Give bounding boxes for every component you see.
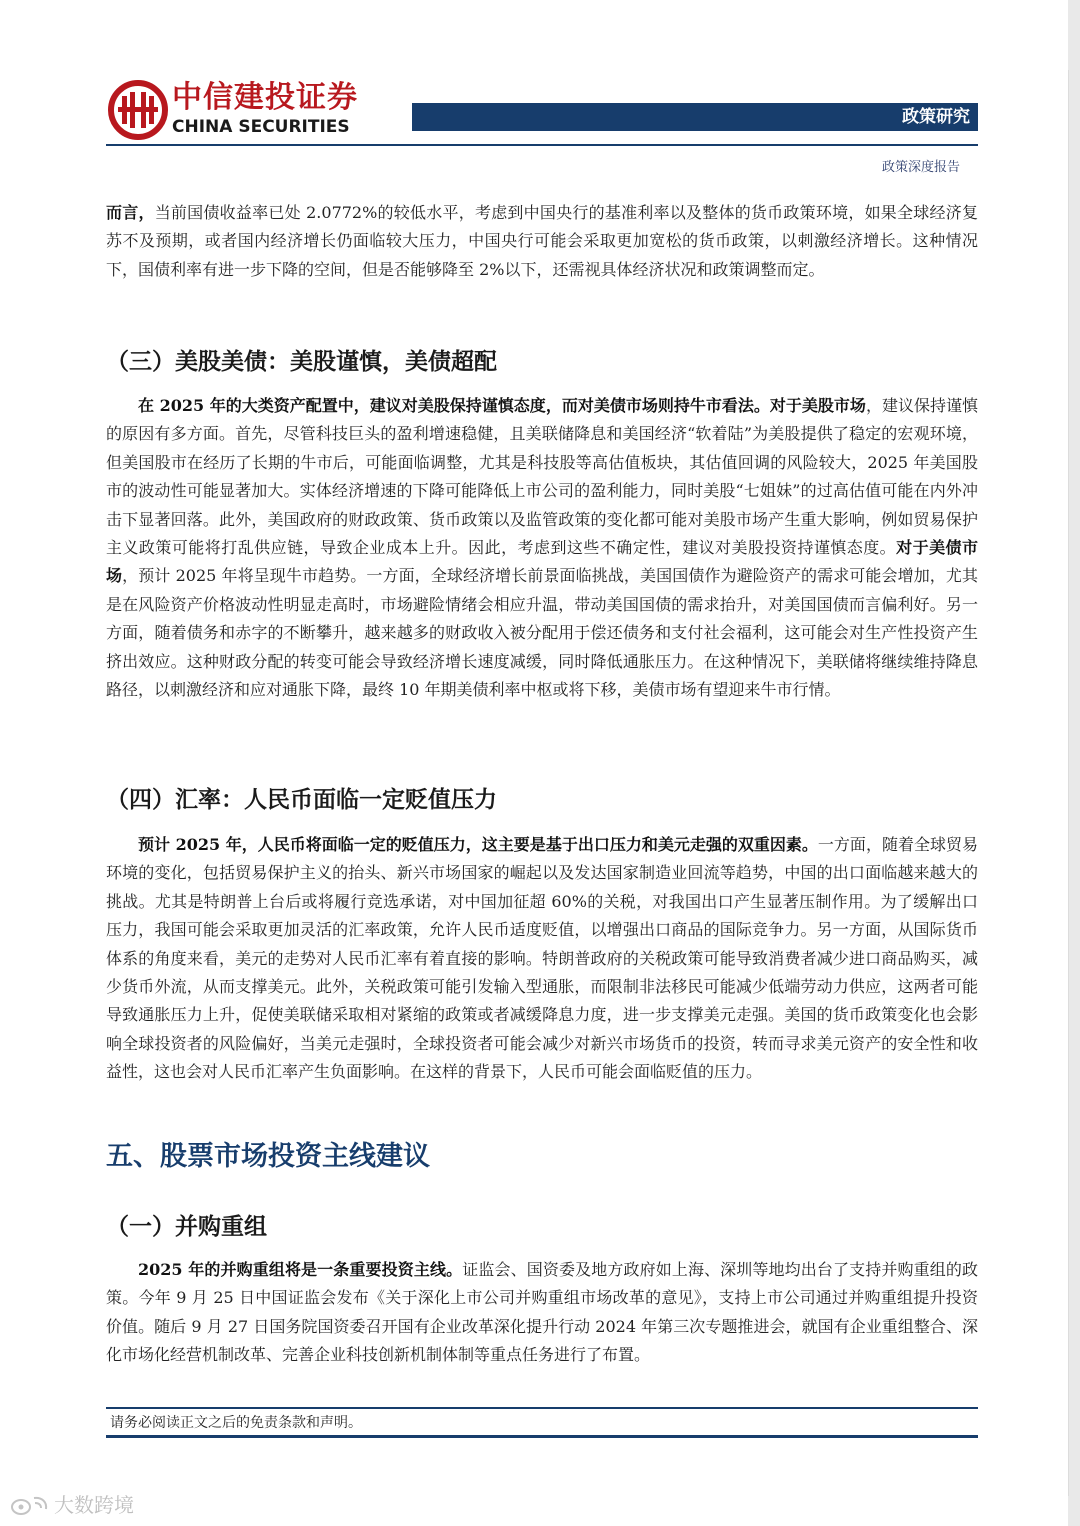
paragraph-us-assets <box>106 392 978 704</box>
china-securities-logo-icon <box>108 80 168 140</box>
paragraph-body: ，预计 2025 年将呈现牛市趋势。一方面，全球经济增长前景面临挑战，美国国债作为避险资产的需求可能会增加，尤其是在风险资产价格波动性明显走高时，市场避险情绪会相应升温，带动美国国债的需求抬升，对美国国债而言偏利好。另一方面，随着债务和赤字的不断攀升，越来越多的财政收入被分配用于偿还债务和支付社会福利，这可能会对生产性投资产生挤出效应。这种财政分配的转变可能会导致经济增长速度减缓，同时降低通胀压力。在这种情况下，美联储将继续维持降息路径，以刺激经济和应对通胀下降，最终 10 年期美债利率中枢或将下移，美债市场有望迎来牛市行情。 <box>106 566 978 700</box>
footer-divider-bottom <box>106 1435 978 1438</box>
brand-name-cn: 中信建投证券 <box>172 80 358 115</box>
header-divider <box>106 144 978 146</box>
header-banner <box>412 103 978 131</box>
paragraph-intro <box>106 199 978 284</box>
paragraph-body: ，建议保持谨慎的原因有多方面。首先，尽管科技巨头的盈利增速稳健，且美联储降息和美国经济“软着陆”为美股提供了稳定的宏观环境，但美国股市在经历了长期的牛市后，可能面临调整，尤其是科技股等高估值板块，其估值回调的风险较大，2025 年美国股市的波动性可能显著加大。实体经济增速的下降可能降低上市公司的盈利能力，同时美股“七姐妹”的过高估值可能在内外冲击下显著回落。此外，美国政府的财政政策、货币政策以及监管政策的变化都可能对美股市场产生重大影响，例如贸易保护主义政策可能将打乱供应链，导致企业成本上升。因此，考虑到这些不确定性，建议对美股投资持谨慎态度。 <box>106 396 978 558</box>
paragraph-body: 当前国债收益率已处 2.0772%的较低水平，考虑到中国央行的基准利率以及整体的货币政策环境，如果全球经济复苏不及预期，或者国内经济增长仍面临较大压力，中国央行可能会采取更加宽松的货币政策，以刺激经济增长。这种情况下，国债利率有进一步下降的空间，但是否能够降至 2%以下，还需视具体经济状况和政策调整而定。 <box>106 203 978 279</box>
section-tag: 政策研究 <box>902 107 970 127</box>
watermark-text: 大数跨境 <box>54 1493 134 1517</box>
section-heading-fx: （四）汇率：人民币面临一定贬值压力 <box>106 787 497 813</box>
paragraph-fx <box>106 831 978 1087</box>
footer-divider-top <box>106 1407 978 1409</box>
paragraph-bold-inline: 对于美债市场 <box>106 538 978 586</box>
weibo-logo-icon <box>10 1494 50 1516</box>
paragraph-bold-lead: 预计 2025 年，人民币将面临一定的贬值压力，这主要是基于出口压力和美元走强的双重因素。 <box>138 835 818 854</box>
page-edge <box>1068 70 1069 1496</box>
watermark <box>10 1492 134 1518</box>
chapter-heading-stock-market: 五、股票市场投资主线建议 <box>106 1141 430 1172</box>
paragraph-bold-lead: 2025 年的并购重组将是一条重要投资主线。 <box>138 1260 463 1279</box>
paragraph-body: 一方面，随着全球贸易环境的变化，包括贸易保护主义的抬头、新兴市场国家的崛起以及发达国家制造业回流等趋势，中国的出口面临越来越大的挑战。尤其是特朗普上台后或将履行竞选承诺，对中国加征超 60%的关税，对我国出口产生显著压制作用。为了缓解出口压力，我国可能会采取更加灵活的汇率政策，允许人民币适度贬值，以增强出口商品的国际竞争力。另一方面，从国际货币体系的角度来看，美元的走势对人民币汇率有着直接的影响。特朗普政府的关税政策可能导致消费者减少进口商品购买，减少货币外流，从而支撑美元。此外，关税政策可能引发输入型通胀，而限制非法移民可能减少低端劳动力供应，这两者可能导致通胀压力上升，促使美联储采取相对紧缩的政策或者减缓降息力度，进一步支撑美元走强。美国的货币政策变化也会影响全球投资者的风险偏好，当美元走强时，全球投资者可能会减少对新兴市场货币的投资，转而寻求美元资产的安全性和收益性，这也会对人民币汇率产生负面影响。在这样的背景下，人民币可能会面临贬值的压力。 <box>106 835 978 1082</box>
footer-disclaimer: 请务必阅读正文之后的免责条款和声明。 <box>110 1415 362 1431</box>
section-heading-ma: （一）并购重组 <box>106 1214 267 1240</box>
section-heading-us-assets: （三）美股美债：美股谨慎，美债超配 <box>106 349 497 375</box>
paragraph-body: 证监会、国资委及地方政府如上海、深圳等地均出台了支持并购重组的政策。今年 9 月 25 日中国证监会发布《关于深化上市公司并购重组市场改革的意见》，支持上市公司通过并购重组提升投资价值。随后 9 月 27 日国务院国资委召开国有企业改革深化提升行动 2024 年第三次专题推进会，就国有企业重组整合、深化市场化经营机制改革、完善企业科技创新机制体制等重点任务进行了布置。 <box>106 1260 978 1365</box>
report-type-label: 政策深度报告 <box>881 160 960 175</box>
paragraph-bold-lead: 在 2025 年的大类资产配置中，建议对美股保持谨慎态度，而对美债市场则持牛市看法。对于美股市场 <box>138 396 866 415</box>
brand-name-en: CHINA SECURITIES <box>172 117 350 137</box>
paragraph-ma <box>106 1256 978 1370</box>
paragraph-bold-lead: 而言， <box>106 203 155 222</box>
